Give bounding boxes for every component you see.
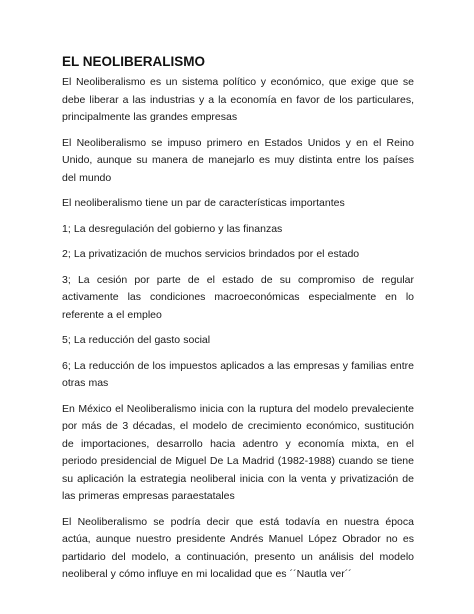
list-item-3: 3; La cesión por parte de el estado de su compromiso de regular activamente las condiciones macroeconómicas especialmente en lo referente a el empleo	[62, 273, 414, 321]
list-item-2: 2; La privatización de muchos servicios brindados por el estado	[62, 248, 360, 260]
paragraph-current: El Neoliberalismo se podría decir que está todavía en nuestra época actúa, aunque nuestro presidente Andrés Manuel López Obrador no es partidario del modelo, a continuación, presento un análisis del modelo neoliberal y cómo influye en mi localidad que es ´´Nautla ver´´	[62, 515, 414, 580]
list-item-5: 5; La reducción del gasto social	[62, 334, 211, 346]
paragraph-characteristics-intro: El neoliberalismo tiene un par de características importantes	[62, 197, 345, 209]
document-page	[62, 54, 414, 592]
document-title: EL NEOLIBERALISMO	[62, 54, 206, 69]
list-item-6: 6; La reducción de los impuestos aplicados a las empresas y familias entre otras mas	[62, 359, 414, 389]
paragraph-mexico: En México el Neoliberalismo inicia con la ruptura del modelo prevaleciente por más de 3 décadas, el modelo de crecimiento económico, sustitución de importaciones, desarrollo hacia adentro y economía mixta, en el periodo presidencial de Miguel De La Madrid (1982-1988) cuando se tiene su aplicación la estrategia neoliberal inicia con la venta y privatización de las primeras empresas paraestatales	[62, 402, 414, 502]
paragraph-origin: El Neoliberalismo se impuso primero en Estados Unidos y en el Reino Unido, aunque su manera de manejarlo es muy distinta entre los países del mundo	[62, 136, 414, 184]
paragraph-definition: El Neoliberalismo es un sistema político y económico, que exige que se debe liberar a las industrias y a la economía en favor de los particulares, principalmente las grandes empresas	[62, 76, 414, 123]
list-item-1: 1; La desregulación del gobierno y las finanzas	[62, 222, 283, 235]
